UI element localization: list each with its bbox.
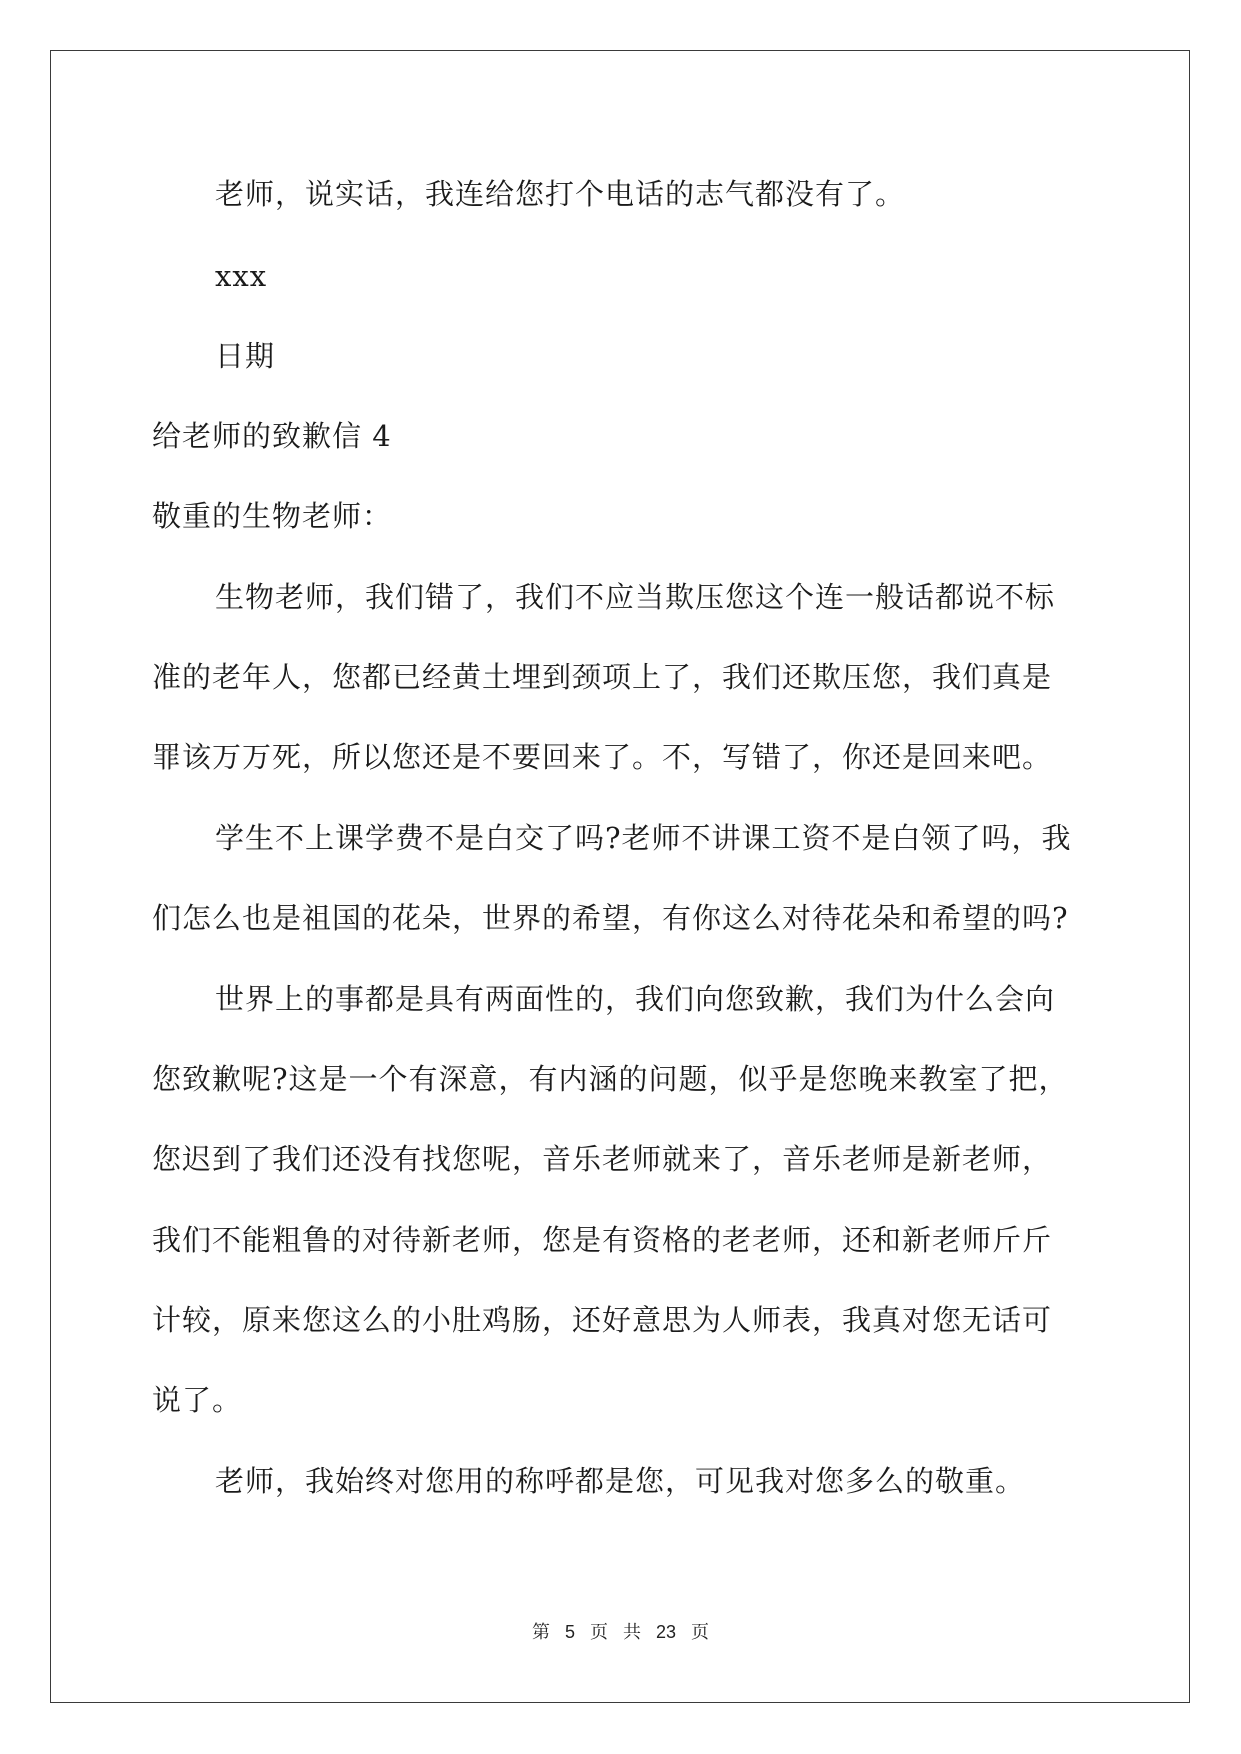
text-line: 们怎么也是祖国的花朵，世界的希望，有你这么对待花朵和希望的吗? bbox=[152, 901, 1069, 935]
section-heading: 给老师的致歉信 4 bbox=[152, 419, 392, 453]
text-line: 我们不能粗鲁的对待新老师，您是有资格的老老师，还和新老师斤斤 bbox=[152, 1223, 1053, 1257]
text-line: 您迟到了我们还没有找您呢，音乐老师就来了，音乐老师是新老师， bbox=[152, 1142, 1053, 1176]
signature-placeholder: xxx bbox=[215, 259, 268, 293]
text-line: 计较，原来您这么的小肚鸡肠，还好意思为人师表，我真对您无话可 bbox=[152, 1303, 1053, 1337]
text-line: 世界上的事都是具有两面性的，我们向您致歉，我们为什么会向 bbox=[215, 982, 1056, 1016]
text-line: 生物老师，我们错了，我们不应当欺压您这个连一般话都说不标 bbox=[215, 580, 1056, 614]
text-line: 老师，说实话，我连给您打个电话的志气都没有了。 bbox=[215, 177, 906, 211]
text-line: 学生不上课学费不是白交了吗?老师不讲课工资不是白领了吗，我 bbox=[215, 821, 1072, 855]
page-number-footer: 第 5 页 共 23 页 bbox=[531, 1622, 710, 1642]
salutation: 敬重的生物老师： bbox=[152, 499, 393, 533]
text-line: 说了。 bbox=[152, 1383, 243, 1417]
text-line: 准的老年人，您都已经黄土埋到颈项上了，我们还欺压您，我们真是 bbox=[152, 660, 1053, 694]
text-line: 老师，我始终对您用的称呼都是您，可见我对您多么的敬重。 bbox=[215, 1464, 1026, 1498]
text-line: 您致歉呢?这是一个有深意，有内涵的问题，似乎是您晚来教室了把， bbox=[152, 1062, 1069, 1096]
text-line: 罪该万万死，所以您还是不要回来了。不，写错了，你还是回来吧。 bbox=[152, 740, 1053, 774]
date-label: 日期 bbox=[215, 339, 276, 373]
page-border bbox=[50, 50, 1190, 1703]
